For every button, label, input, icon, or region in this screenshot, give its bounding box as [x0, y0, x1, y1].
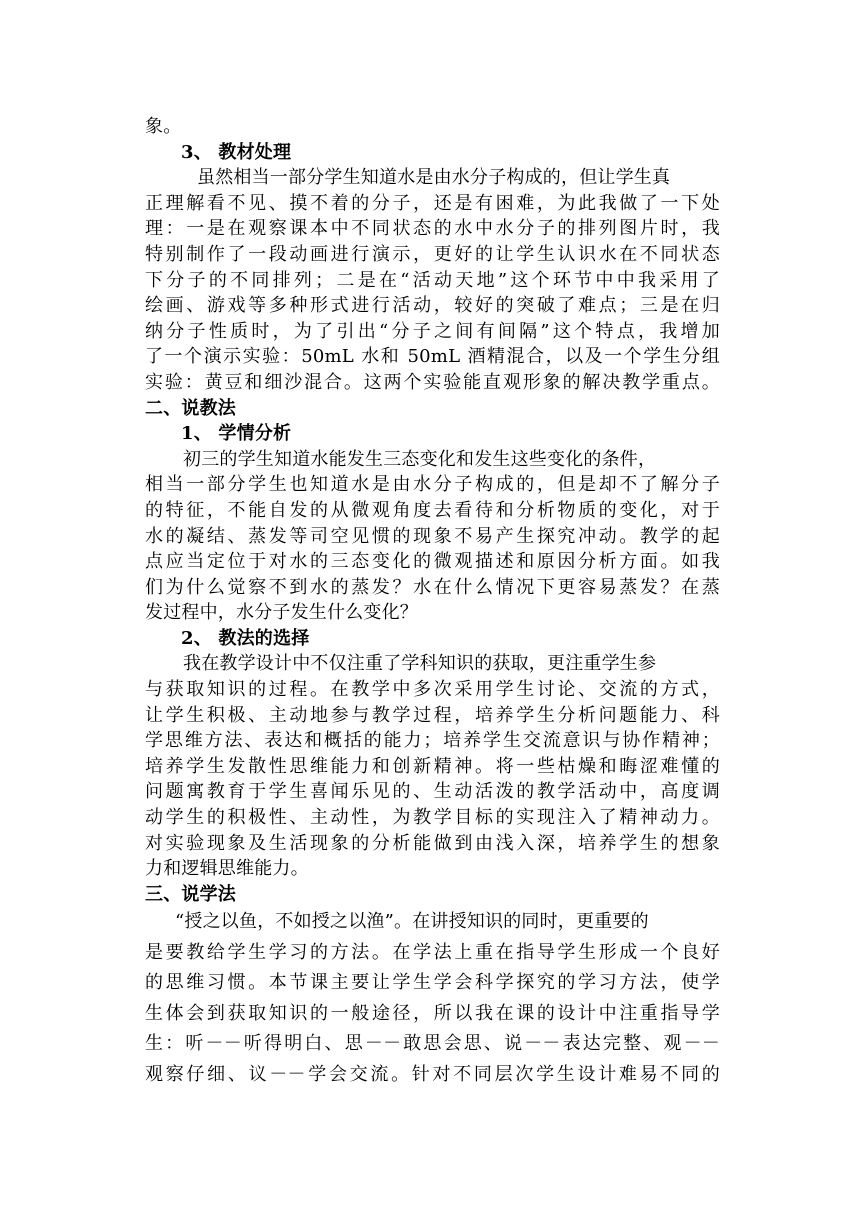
- paragraph-line: 初三的学生知道水能发生三态变化和发生这些变化的条件，: [183, 448, 657, 470]
- document-body: [145, 114, 720, 1090]
- paragraph-line: “授之以鱼，不如授之以渔”。在讲授知识的同时，更重要的: [175, 911, 649, 933]
- paragraph-line: 力和逻辑思维能力。: [145, 858, 309, 880]
- paragraph-line: 们为什么觉察不到水的蒸发？水在什么情况下更容易蒸发？在蒸: [145, 576, 720, 598]
- paragraph-line: 是要教给学生学习的方法。在学法上重在指导学生形成一个良好: [145, 941, 720, 963]
- paragraph-line: 观察仔细、议－－学会交流。针对不同层次学生设计难易不同的: [145, 1063, 720, 1085]
- subheading-learner-analysis: 1、 学情分析: [181, 423, 292, 445]
- paragraph-line: 对实验现象及生活现象的分析能做到由浅入深，培养学生的想象: [145, 832, 720, 854]
- paragraph-line: 培养学生发散性思维能力和创新精神。将一些枯燥和晦涩难懂的: [145, 755, 720, 777]
- paragraph-line: 我在教学设计中不仅注重了学科知识的获取，更注重学生参: [183, 653, 657, 675]
- paragraph-line: 的特征，不能自发的从微观角度去看待和分析物质的变化，对于: [145, 499, 720, 521]
- paragraph-learning-method: [145, 907, 720, 1090]
- paragraph-line: 学思维方法、表达和概括的能力；培养学生交流意识与协作精神；: [145, 730, 720, 752]
- paragraph-line: 生：听－－听得明白、思－－敢思会思、说－－表达完整、观－－: [145, 1033, 720, 1055]
- paragraph-line: 让学生积极、主动地参与教学过程，培养学生分析问题能力、科: [145, 704, 720, 726]
- section-heading-learning-method: 三、说学法: [145, 883, 236, 905]
- paragraph-line: 问题寓教育于学生喜闻乐见的、生动活泼的教学活动中，高度调: [145, 781, 720, 803]
- paragraph-line: 发过程中，水分子发生什么变化？: [145, 602, 418, 624]
- paragraph-line: 实验：黄豆和细沙混合。这两个实验能直观形象的解决教学重点。: [145, 371, 720, 393]
- paragraph-line: 正理解看不见、摸不着的分子，还是有困难，为此我做了一下处: [145, 192, 720, 214]
- paragraph-line: 动学生的积极性、主动性，为教学目标的实现注入了精神动力。: [145, 807, 720, 829]
- subheading-method-selection: 2、 教法的选择: [181, 627, 310, 649]
- paragraph-line: 点应当定位于对水的三态变化的微观描述和原因分析方面。如我: [145, 551, 720, 573]
- subheading-textbook-processing: 3、 教材处理: [181, 141, 292, 163]
- paragraph-line: 相当一部分学生也知道水是由水分子构成的，但是却不了解分子: [145, 474, 720, 496]
- paragraph-line: 理：一是在观察课本中不同状态的水中水分子的排列图片时，我: [145, 218, 720, 240]
- paragraph-line: 纳分子性质时，为了引出“分子之间有间隔”这个特点，我增加: [145, 320, 720, 342]
- text-line: 象。: [145, 116, 182, 137]
- paragraph-line: 特别制作了一段动画进行演示，更好的让学生认识水在不同状态: [145, 243, 720, 265]
- paragraph-method-selection: [145, 651, 720, 881]
- paragraph-line: 与获取知识的过程。在教学中多次采用学生讨论、交流的方式，: [145, 679, 720, 701]
- section-heading-teaching-method: 二、说教法: [145, 397, 236, 419]
- paragraph-line: 虽然相当一部分学生知道水是由水分子构成的，但让学生真: [197, 167, 671, 189]
- paragraph-learner-analysis: [145, 447, 720, 626]
- paragraph-line: 的思维习惯。本节课主要让学生学会科学探究的学习方法，使学: [145, 972, 720, 994]
- paragraph-line: 了一个演示实验：50mL 水和 50mL 酒精混合，以及一个学生分组: [145, 346, 720, 368]
- paragraph-line: 下分子的不同排列；二是在“活动天地”这个环节中中我采用了: [145, 269, 720, 291]
- paragraph-line: 水的凝结、蒸发等司空见惯的现象不易产生探究冲动。教学的起: [145, 525, 720, 547]
- paragraph-textbook-processing: [145, 165, 720, 395]
- paragraph-line: 生体会到获取知识的一般途径，所以我在课的设计中注重指导学: [145, 1002, 720, 1024]
- paragraph-line: 绘画、游戏等多种形式进行活动，较好的突破了难点；三是在归: [145, 295, 720, 317]
